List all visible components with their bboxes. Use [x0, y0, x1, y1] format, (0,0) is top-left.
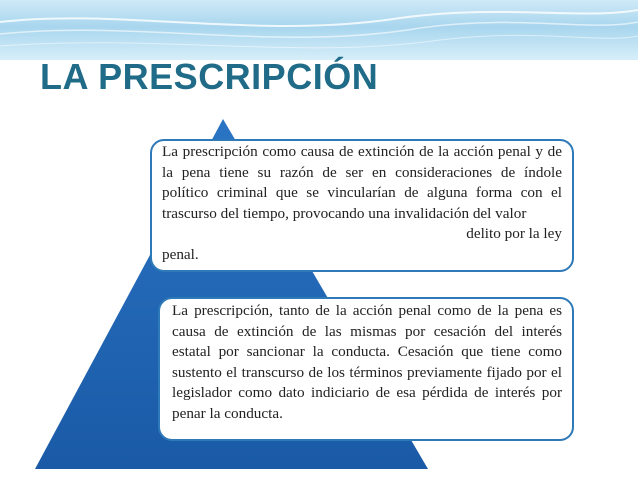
- text-box-bottom: [158, 297, 574, 441]
- box1-end-text: penal.: [162, 245, 199, 263]
- text-box-top: [150, 139, 574, 272]
- box1-tail-text: delito por la ley: [466, 225, 562, 242]
- box1-hidden-text: subyace a la conducta: [162, 225, 295, 242]
- box2-text: La prescripción, tanto de la acción penal como de la pena es causa de extinción de las mismas por cesación del interés estatal por sancionar la conducta. Cesación que tiene como sustento el transcurso de los términos previamente fijado por el legislador como dato indiciario de esa pérdida de interés por penar la conducta.: [172, 302, 562, 422]
- box1-main-text: La prescripción como causa de extinción de la acción penal y de la pena tiene su razón de ser en consideraciones de índole político criminal que se vincularían de alguna forma con el trascurso del tiempo, provocando una invalidación del valor: [162, 143, 562, 222]
- slide-title: LA PRESCRIPCIÓN: [40, 56, 379, 97]
